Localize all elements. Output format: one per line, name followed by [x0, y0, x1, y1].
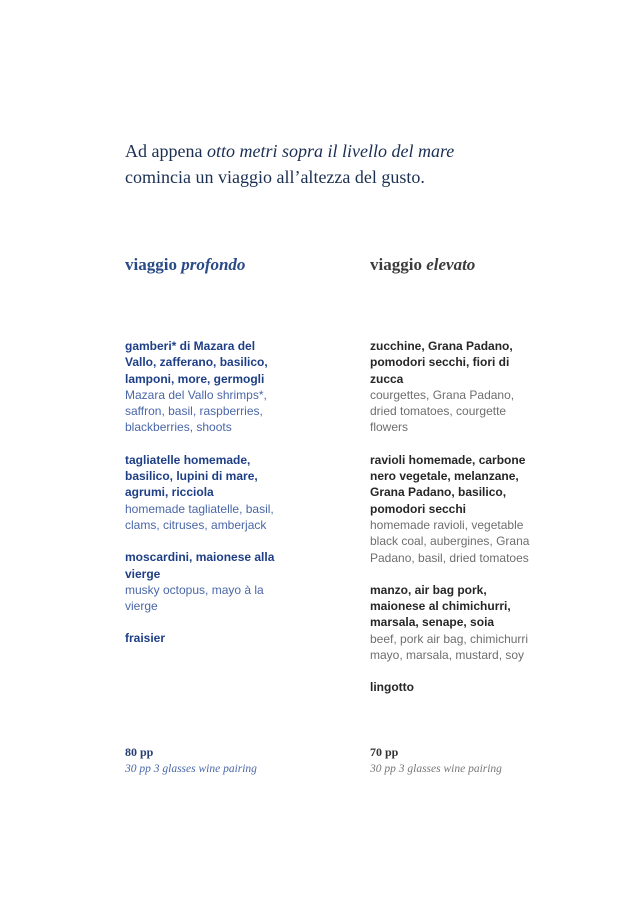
intro-line-1-italic: otto metri sopra il livello del mare: [206, 141, 455, 161]
intro-line-1-prefix: Ad appena: [125, 141, 207, 161]
dish-italian: moscardini, maionese alla vierge: [125, 550, 275, 581]
dish-item: [125, 338, 285, 436]
dish-english: beef, pork air bag, chimichurri mayo, marsala, mustard, soy: [370, 631, 529, 663]
dish-italian: zucchine, Grana Padano, pomodori secchi, fiori di zucca: [370, 339, 513, 386]
dish-italian: gamberi* di Mazara del Vallo, zafferano, basilico, lamponi, more, germogli: [125, 339, 268, 386]
menu-title-plain: viaggio: [370, 255, 427, 274]
dish-italian: manzo, air bag pork, maionese al chimichurri, marsala, senape, soia: [370, 582, 511, 630]
dish-list: [125, 338, 285, 663]
dish-english: Mazara del Vallo shrimps*, saffron, basil, raspberries, blackberries, shoots: [125, 387, 267, 435]
dish-item: [370, 679, 530, 695]
wine-pairing-price: 30 pp 3 glasses wine pairing: [125, 763, 257, 775]
price-per-person: 80 pp: [125, 745, 154, 759]
dish-list: [370, 338, 530, 712]
menu-viaggio-profondo: [125, 254, 285, 775]
dish-italian: tagliatelle homemade, basilico, lupini di mare, agrumi, ricciola: [125, 452, 258, 500]
menu-title: [370, 254, 530, 276]
wine-pairing-price: 30 pp 3 glasses wine pairing: [370, 763, 502, 775]
dish-english: musky octopus, mayo à la vierge: [125, 582, 264, 614]
dish-italian: ravioli homemade, carbone nero vegetale, melanzane, Grana Padano, basilico, pomodori secchi: [370, 452, 526, 516]
dish-english: courgettes, Grana Padano, dried tomatoes, courgette flowers: [370, 387, 515, 435]
menu-title-italic: elevato: [426, 255, 476, 274]
dish-item: [370, 338, 530, 436]
menu-title: [125, 254, 285, 276]
menu-price: [370, 744, 570, 778]
dish-item: [125, 630, 285, 646]
menu-price: [125, 744, 325, 778]
dish-item: [125, 549, 285, 614]
intro-line-1: [125, 138, 585, 164]
intro-line-2: comincia un viaggio all’altezza del gusto.: [125, 167, 425, 187]
dish-english: homemade ravioli, vegetable black coal, aubergines, Grana Padano, basil, dried tomatoes: [370, 517, 530, 565]
dish-item: [370, 582, 530, 663]
dish-item: [370, 452, 530, 566]
intro-text: [125, 138, 585, 190]
dish-item: [125, 452, 285, 533]
price-per-person: 70 pp: [370, 745, 399, 759]
dish-italian: fraisier: [125, 631, 166, 646]
menu-viaggio-elevato: [370, 254, 530, 775]
menu-title-plain: viaggio: [125, 255, 182, 274]
dish-english: homemade tagliatelle, basil, clams, citruses, amberjack: [125, 501, 274, 532]
menu-title-italic: profondo: [181, 255, 246, 274]
dish-italian: lingotto: [370, 680, 414, 695]
